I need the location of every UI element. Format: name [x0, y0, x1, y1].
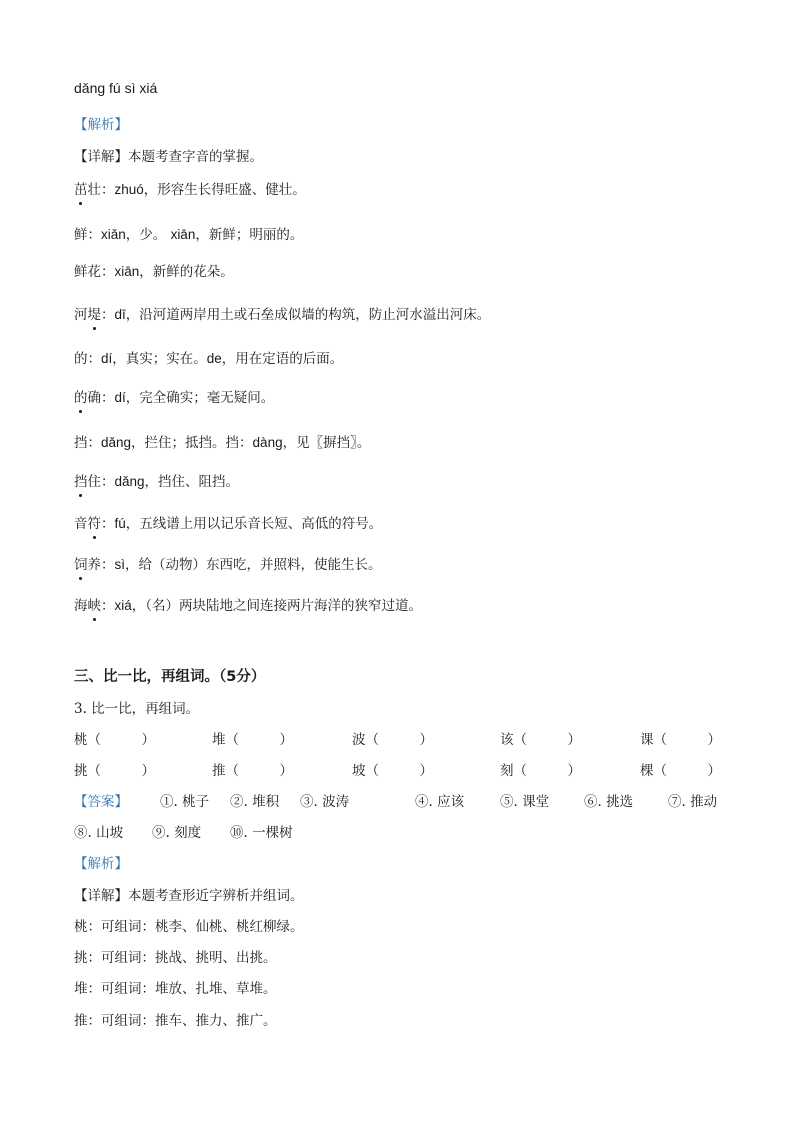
answer-item: ⑥. 挑选 — [584, 794, 634, 810]
explanation-line: 桃：可组词：桃李、仙桃、桃红柳绿。 — [74, 919, 304, 935]
entry-siyang: 饲养：sì，给（动物）东西吃，并照料，使能生长。 — [74, 557, 382, 573]
answer-item: ⑩. 一棵树 — [230, 825, 293, 841]
emphasized-char: 堤 — [87, 307, 101, 323]
grid-cell: 坡（ ） — [352, 763, 433, 779]
answer-label: 【答案】 — [74, 794, 128, 810]
entry-zhuo: 茁壮：zhuó，形容生长得旺盛、健壮。 — [74, 182, 306, 198]
answer-item: ⑨. 刻度 — [152, 825, 202, 841]
emphasized-char: 的 — [74, 390, 88, 406]
analysis-label: 【解析】 — [74, 117, 128, 133]
section-title: 三、比一比，再组词。（5分） — [74, 669, 266, 685]
answer-item: ⑦. 推动 — [668, 794, 718, 810]
entry-haixia: 海峡：xiá，（名）两块陆地之间连接两片海洋的狭窄过道。 — [74, 598, 423, 614]
entry-dang: 挡：dǎng，拦住；抵挡。挡：dàng，见〖摒挡〗。 — [74, 435, 371, 451]
grid-cell: 推（ ） — [212, 763, 293, 779]
answer-item: ⑤. 课堂 — [500, 794, 550, 810]
explanation-line: 堆：可组词：堆放、扎堆、草堆。 — [74, 981, 277, 997]
entry-dique: 的确：dí，完全确实；毫无疑问。 — [74, 390, 275, 406]
grid-cell: 堆（ ） — [212, 732, 293, 748]
answer-item: ④. 应该 — [415, 794, 465, 810]
grid-cell: 刻（ ） — [500, 763, 581, 779]
entry-yinfu: 音符：fú，五线谱上用以记乐音长短、高低的符号。 — [74, 516, 383, 532]
answer-item: ②. 堆积 — [230, 794, 280, 810]
detail-line: 【详解】本题考查字音的掌握。 — [74, 149, 263, 165]
entry-dangzhu: 挡住：dǎng，挡住、阻挡。 — [74, 474, 240, 490]
emphasized-char: 饲 — [74, 557, 88, 573]
question-text: 3. 比一比，再组词。 — [74, 701, 200, 717]
emphasized-char: 挡 — [74, 474, 88, 490]
analysis-label: 【解析】 — [74, 856, 128, 872]
entry-xian: 鲜：xiǎn，少。 xiān，新鲜；明丽的。 — [74, 227, 304, 243]
grid-cell: 棵（ ） — [640, 763, 721, 779]
entry-de: 的：dí，真实；实在。de，用在定语的后面。 — [74, 351, 344, 367]
explanation-line: 挑：可组词：挑战、挑明、出挑。 — [74, 950, 277, 966]
entry-hedi: 河堤：dī，沿河道两岸用土或石垒成似墙的构筑，防止河水溢出河床。 — [74, 307, 491, 323]
grid-cell: 挑（ ） — [74, 763, 155, 779]
emphasized-char: 茁 — [74, 182, 88, 198]
grid-cell: 波（ ） — [352, 732, 433, 748]
grid-cell: 该（ ） — [500, 732, 581, 748]
grid-cell: 课（ ） — [640, 732, 721, 748]
explanation-line: 推：可组词：推车、推力、推广。 — [74, 1013, 277, 1029]
detail-line: 【详解】本题考查形近字辨析并组词。 — [74, 888, 304, 904]
grid-cell: 桃（ ） — [74, 732, 155, 748]
pinyin-answer-line: dǎng fú sì xiá — [74, 80, 158, 96]
answer-item: ③. 波涛 — [300, 794, 350, 810]
entry-xianhua: 鲜花：xiān，新鲜的花朵。 — [74, 264, 234, 280]
answer-item: ⑧. 山坡 — [74, 825, 124, 841]
emphasized-char: 峡 — [87, 598, 101, 614]
emphasized-char: 符 — [87, 516, 101, 532]
answer-item: ①. 桃子 — [160, 794, 210, 810]
